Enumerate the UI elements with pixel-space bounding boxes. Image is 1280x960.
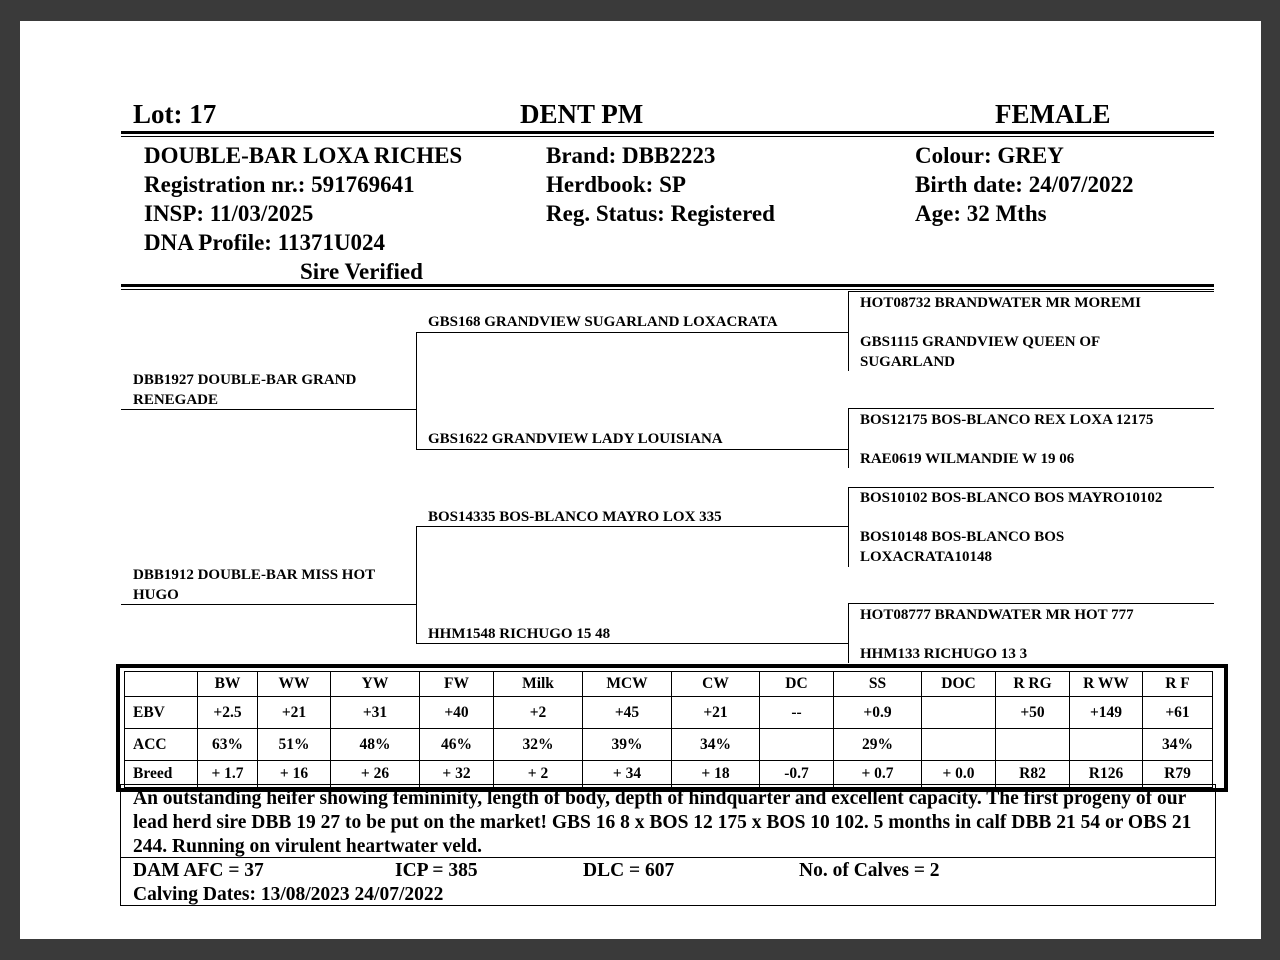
pedigree-line xyxy=(848,408,849,468)
table-cell xyxy=(922,697,996,729)
pedigree-line xyxy=(121,409,417,410)
table-cell: +40 xyxy=(420,697,494,729)
table-cell: R126 xyxy=(1070,761,1143,788)
animal-name: DOUBLE-BAR LOXA RICHES xyxy=(144,143,463,168)
table-cell: -- xyxy=(760,697,834,729)
birth-date: Birth date: 24/07/2022 xyxy=(915,172,1134,197)
table-cell: 29% xyxy=(834,729,922,761)
comment-box xyxy=(120,784,1216,906)
column-header: R WW xyxy=(1070,672,1143,697)
table-cell: 63% xyxy=(198,729,258,761)
column-header: MCW xyxy=(583,672,672,697)
ebv-row xyxy=(125,697,1213,729)
info-rule-thick xyxy=(121,284,1214,287)
column-header: YW xyxy=(331,672,420,697)
lot-comment: An outstanding heifer showing femininity, length of body, depth of hindquarter and excellent capacity. The first progeny of our lead herd sire DBB 19 27 to be put on the market! GBS 16 8 x BOS 12 175 x BOS 10 102. 5 months in calf DBB 21 54 or OBS 21 244. Running on virulent heartwater veld. xyxy=(133,788,1192,857)
table-cell: +21 xyxy=(258,697,331,729)
pedigree-line xyxy=(416,449,849,450)
acc-row xyxy=(125,729,1213,761)
table-cell: 34% xyxy=(672,729,760,761)
catalogue-page xyxy=(20,21,1261,939)
column-header: Milk xyxy=(494,672,583,697)
table-cell: +31 xyxy=(331,697,420,729)
pedigree-ds-dam: BOS10148 BOS-BLANCO BOS LOXACRATA10148 xyxy=(860,529,1065,565)
ebv-header-row xyxy=(125,672,1213,697)
table-cell xyxy=(1070,729,1143,761)
table-cell: R79 xyxy=(1143,761,1213,788)
table-cell: -0.7 xyxy=(760,761,834,788)
table-cell: EBV xyxy=(125,697,198,729)
inspection-date: INSP: 11/03/2025 xyxy=(144,201,314,226)
table-cell: 51% xyxy=(258,729,331,761)
column-header: DOC xyxy=(922,672,996,697)
pedigree-ds-sire: BOS10102 BOS-BLANCO BOS MAYRO10102 xyxy=(860,490,1163,506)
reg-status: Reg. Status: Registered xyxy=(546,201,775,226)
table-cell: +21 xyxy=(672,697,760,729)
pedigree-sire: DBB1927 DOUBLE-BAR GRAND RENEGADE xyxy=(133,372,357,408)
pedigree-line xyxy=(416,643,849,644)
pedigree-sd-sire: BOS12175 BOS-BLANCO REX LOXA 12175 xyxy=(860,412,1154,428)
pedigree-line xyxy=(848,291,1214,292)
table-cell xyxy=(922,729,996,761)
number-of-calves: No. of Calves = 2 xyxy=(799,860,940,881)
pedigree-dam: DBB1912 DOUBLE-BAR MISS HOT HUGO xyxy=(133,567,375,603)
pedigree-line xyxy=(848,603,849,663)
animal-sex: FEMALE xyxy=(995,99,1111,129)
registration-number: Registration nr.: 591769641 xyxy=(144,172,415,197)
info-rule-thin xyxy=(121,289,1214,290)
pedigree-line xyxy=(848,603,1214,604)
lot-number: Lot: 17 xyxy=(133,99,217,129)
pedigree-line xyxy=(416,526,849,527)
pedigree-line xyxy=(416,526,417,644)
colour: Colour: GREY xyxy=(915,143,1064,168)
pedigree-line xyxy=(848,408,1214,409)
dlc: DLC = 607 xyxy=(583,860,675,881)
table-cell xyxy=(996,729,1070,761)
table-cell: R82 xyxy=(996,761,1070,788)
column-header: R RG xyxy=(996,672,1070,697)
table-cell: 46% xyxy=(420,729,494,761)
table-cell: Breed xyxy=(125,761,198,788)
table-cell: + 2 xyxy=(494,761,583,788)
table-cell: +45 xyxy=(583,697,672,729)
pedigree-ss-sire: HOT08732 BRANDWATER MR MOREMI xyxy=(860,295,1141,311)
footer-rule xyxy=(121,857,1215,858)
pedigree-line xyxy=(416,332,417,449)
pedigree-line xyxy=(848,487,1214,488)
calving-dates: Calving Dates: 13/08/2023 24/07/2022 xyxy=(133,884,444,905)
column-header: WW xyxy=(258,672,331,697)
sire-verified: Sire Verified xyxy=(300,259,423,284)
table-cell: +0.9 xyxy=(834,697,922,729)
dna-profile: DNA Profile: 11371U024 xyxy=(144,230,386,255)
pedigree-dam-dam: HHM1548 RICHUGO 15 48 xyxy=(428,626,611,642)
table-cell: 48% xyxy=(331,729,420,761)
icp: ICP = 385 xyxy=(395,860,478,881)
table-cell: ACC xyxy=(125,729,198,761)
table-cell: +2.5 xyxy=(198,697,258,729)
table-cell: + 34 xyxy=(583,761,672,788)
seller-name: DENT PM xyxy=(520,99,644,129)
ebv-table xyxy=(124,671,1213,788)
pedigree-sd-dam: RAE0619 WILMANDIE W 19 06 xyxy=(860,451,1075,467)
table-cell: + 0.0 xyxy=(922,761,996,788)
table-cell: + 0.7 xyxy=(834,761,922,788)
header-rule-thick xyxy=(121,131,1214,134)
table-cell: + 1.7 xyxy=(198,761,258,788)
table-cell: 34% xyxy=(1143,729,1213,761)
column-header: SS xyxy=(834,672,922,697)
table-cell: + 18 xyxy=(672,761,760,788)
pedigree-dd-dam: HHM133 RICHUGO 13 3 xyxy=(860,646,1028,662)
pedigree-dd-sire: HOT08777 BRANDWATER MR HOT 777 xyxy=(860,607,1134,623)
table-cell: 32% xyxy=(494,729,583,761)
pedigree-line xyxy=(416,332,849,333)
pedigree-sire-sire: GBS168 GRANDVIEW SUGARLAND LOXACRATA xyxy=(428,314,778,330)
table-cell: +61 xyxy=(1143,697,1213,729)
age: Age: 32 Mths xyxy=(915,201,1047,226)
dam-afc: DAM AFC = 37 xyxy=(133,860,264,881)
table-cell: +2 xyxy=(494,697,583,729)
column-header: CW xyxy=(672,672,760,697)
column-header: BW xyxy=(198,672,258,697)
pedigree-dam-sire: BOS14335 BOS-BLANCO MAYRO LOX 335 xyxy=(428,509,722,525)
pedigree-ss-dam: GBS1115 GRANDVIEW QUEEN OF SUGARLAND xyxy=(860,334,1100,370)
table-cell: + 32 xyxy=(420,761,494,788)
pedigree-line xyxy=(121,604,417,605)
pedigree-line xyxy=(848,291,849,371)
herdbook: Herdbook: SP xyxy=(546,172,686,197)
column-header xyxy=(125,672,198,697)
header-rule-thin xyxy=(121,136,1214,137)
pedigree-sire-dam: GBS1622 GRANDVIEW LADY LOUISIANA xyxy=(428,431,723,447)
column-header: DC xyxy=(760,672,834,697)
pedigree-line xyxy=(848,487,849,567)
column-header: FW xyxy=(420,672,494,697)
ebv-table-frame xyxy=(116,664,1228,792)
table-cell: +50 xyxy=(996,697,1070,729)
table-cell: 39% xyxy=(583,729,672,761)
table-cell xyxy=(760,729,834,761)
table-cell: + 16 xyxy=(258,761,331,788)
table-cell: + 26 xyxy=(331,761,420,788)
table-cell: +149 xyxy=(1070,697,1143,729)
column-header: R F xyxy=(1143,672,1213,697)
brand: Brand: DBB2223 xyxy=(546,143,716,168)
